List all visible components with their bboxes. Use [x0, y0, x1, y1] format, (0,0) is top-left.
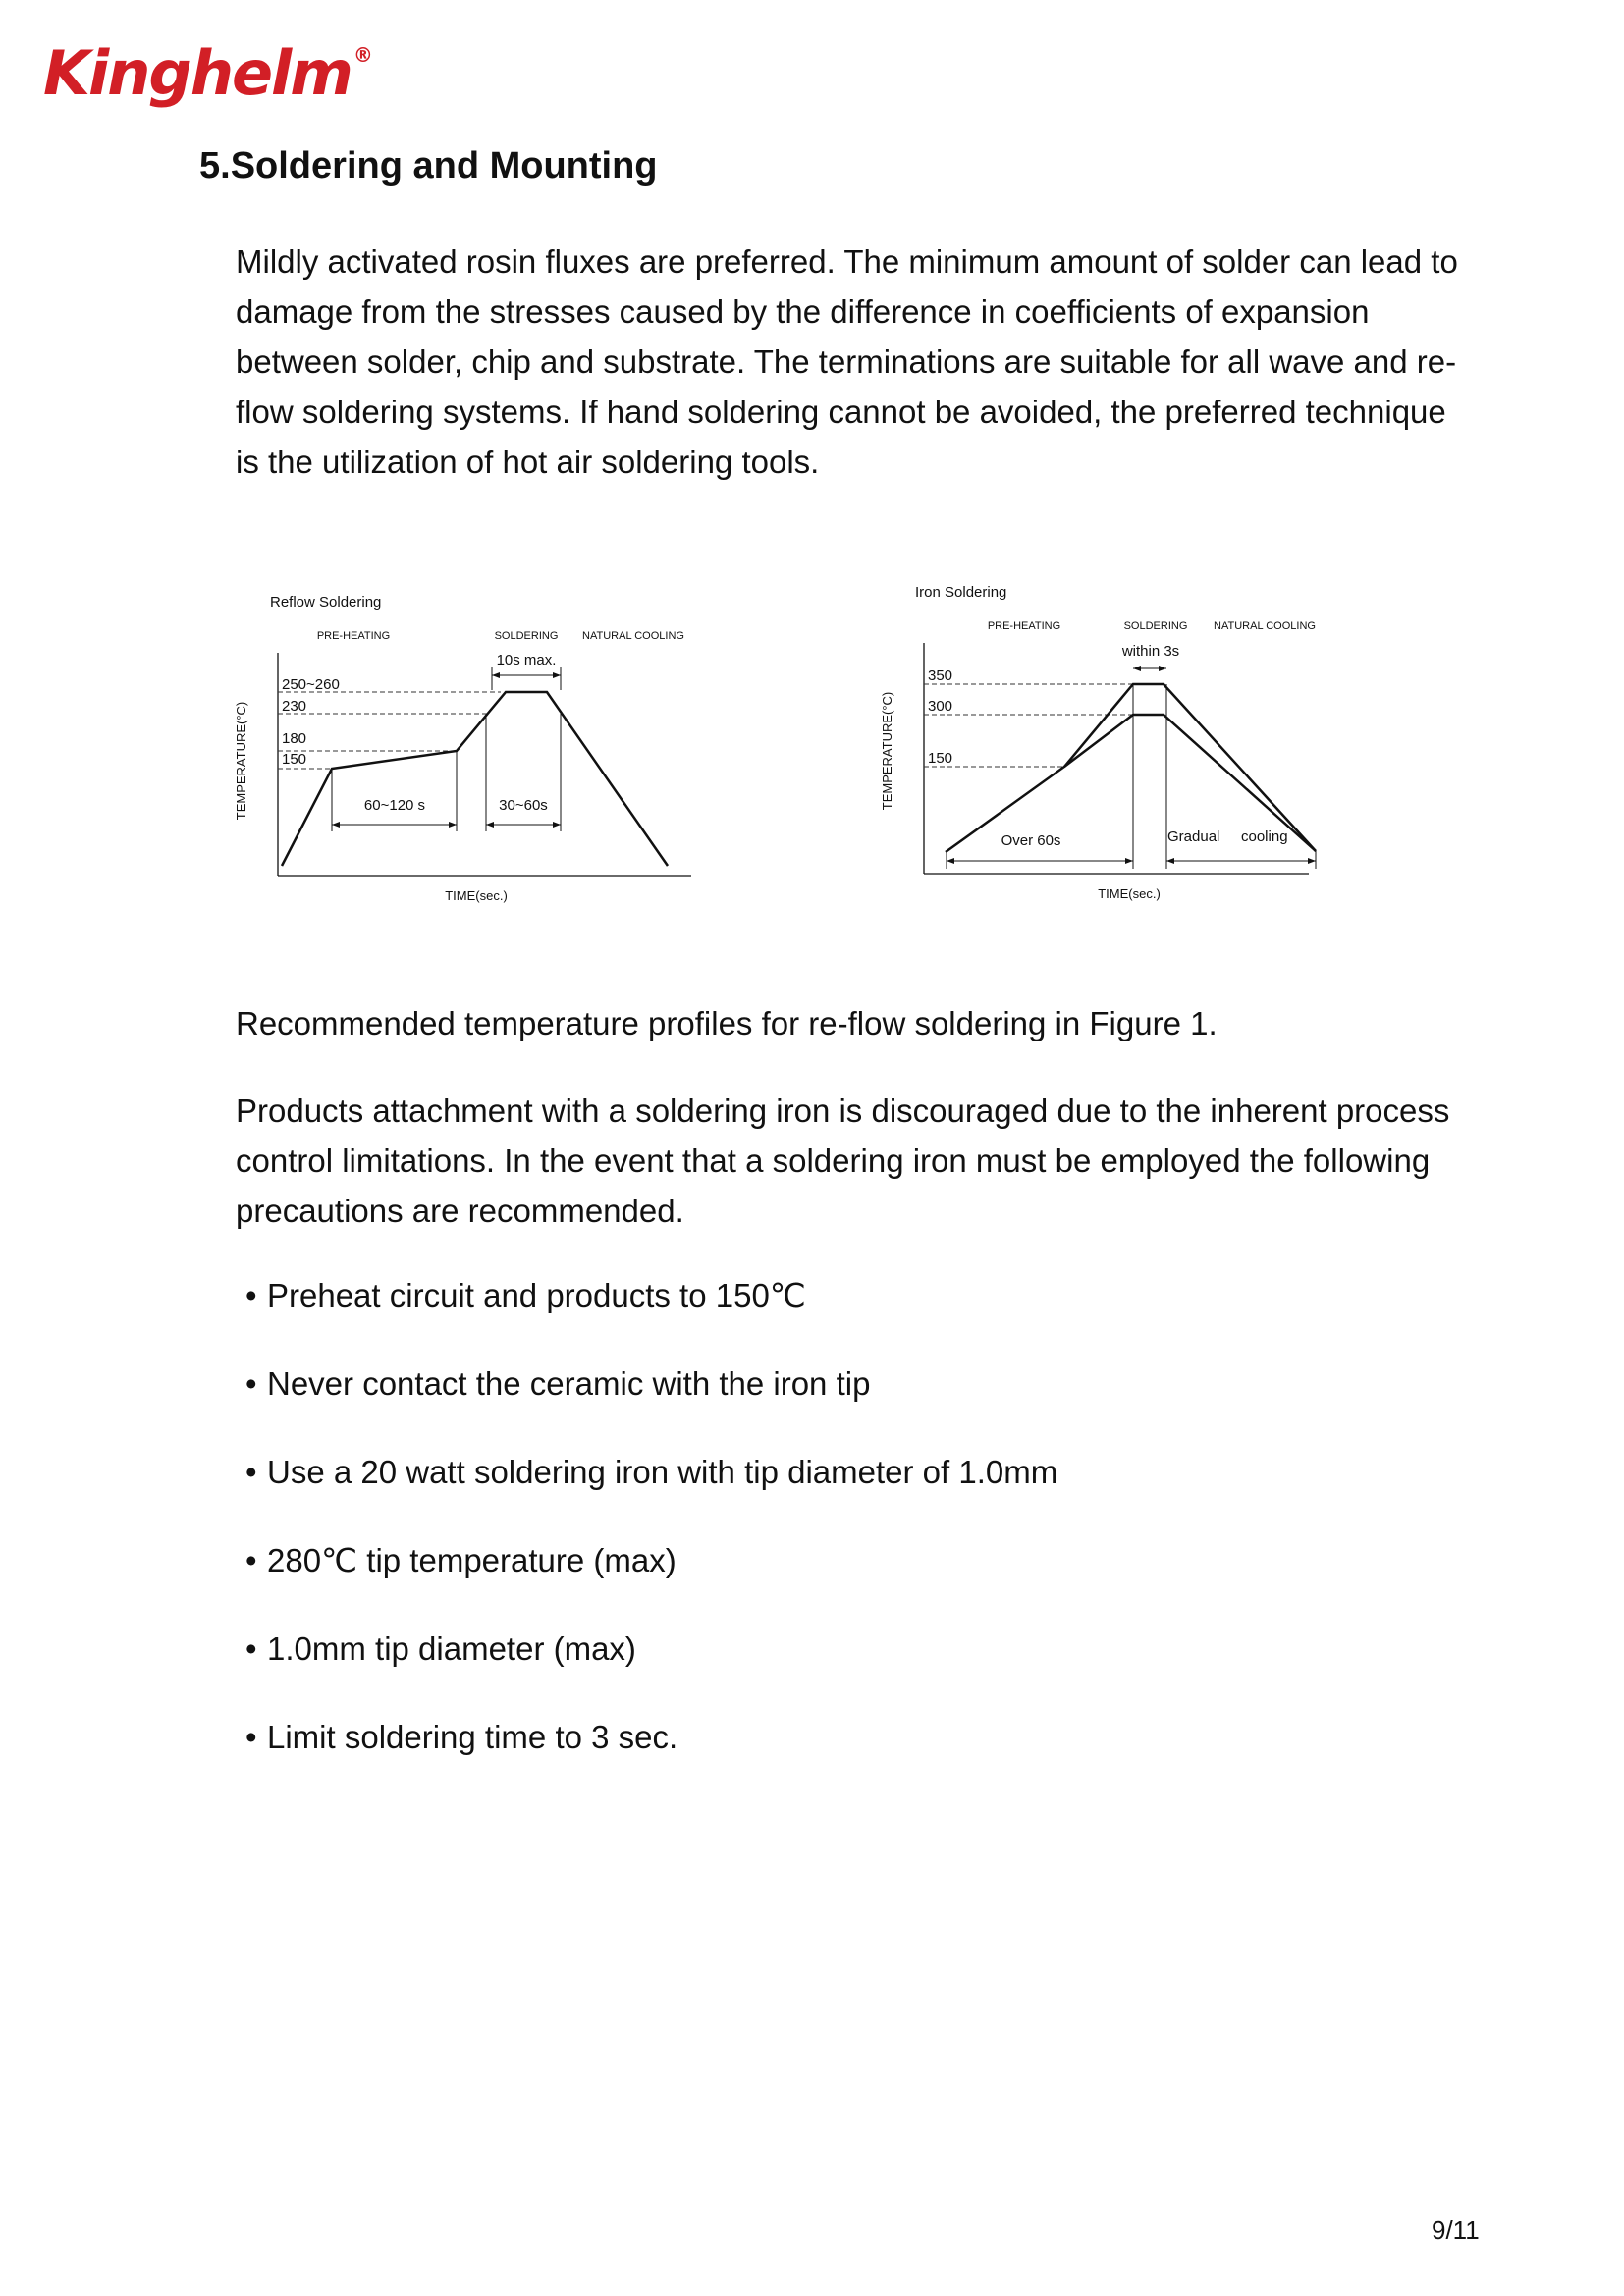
- brand-logo: [43, 37, 369, 109]
- annotation-within-3s: within 3s: [1121, 643, 1180, 660]
- chart-title: Reflow Soldering: [270, 594, 382, 611]
- bullet-dot: •: [245, 1630, 257, 1667]
- x-axis-label: TIME(sec.): [445, 888, 508, 903]
- annotation-over-60s: Over 60s: [1001, 832, 1061, 849]
- y-marker-150: 150: [282, 751, 307, 768]
- page-number: 9/11: [1432, 2216, 1480, 2245]
- list-item: [236, 1448, 1057, 1536]
- bullet-dot: •: [245, 1719, 257, 1755]
- registered-mark: ®: [352, 43, 371, 67]
- phase-label-preheating: PRE-HEATING: [316, 630, 391, 642]
- list-item-text: 1.0mm tip diameter (max): [267, 1630, 636, 1667]
- phase-label-cooling: [582, 630, 684, 642]
- reflow-profile-line: [282, 692, 668, 866]
- chart-title: Iron Soldering: [915, 584, 1007, 601]
- phase-label-cooling-text: NATURAL COOLING: [582, 630, 684, 642]
- list-item: [236, 1360, 1057, 1448]
- list-item-text: 280℃ tip temperature (max): [267, 1542, 677, 1578]
- dim-over-arrow-r: [1125, 858, 1133, 864]
- list-item-text: Use a 20 watt soldering iron with tip diameter of 1.0mm: [267, 1454, 1058, 1490]
- precautions-list: [236, 1271, 1057, 1801]
- dim-solder-arrow-l: [486, 822, 494, 828]
- phase-label-soldering: SOLDERING: [494, 630, 559, 642]
- dim-over-arrow-l: [947, 858, 954, 864]
- list-item: [236, 1713, 1057, 1801]
- list-item-text: Preheat circuit and products to 150℃: [267, 1277, 806, 1313]
- list-item: [236, 1536, 1057, 1625]
- iron-soldering-chart: [872, 574, 1333, 913]
- dim-cool-arrow-l: [1166, 858, 1174, 864]
- y-axis-label: TEMPERATURE(°C): [234, 701, 248, 821]
- dim-cool-arrow-r: [1308, 858, 1316, 864]
- annotation-30-60s: 30~60s: [499, 797, 548, 814]
- y-marker-230: 230: [282, 698, 307, 715]
- iron-profile-350: [946, 684, 1316, 852]
- dim-arrow-right: [1159, 666, 1166, 671]
- bullet-dot: •: [245, 1542, 257, 1578]
- list-item-text: Limit soldering time to 3 sec.: [267, 1719, 678, 1755]
- list-item-text: Never contact the ceramic with the iron tip: [267, 1365, 871, 1402]
- annotation-gradual: Gradual: [1167, 828, 1220, 845]
- dim-arrow-left: [1133, 666, 1141, 671]
- list-item: [236, 1271, 1057, 1360]
- dim-preheat-arrow-r: [449, 822, 457, 828]
- y-marker-350: 350: [928, 667, 953, 684]
- iron-note-paragraph: Products attachment with a soldering iron is discouraged due to the inherent process control limitations. In the event that a soldering iron must be employed the following precautions are recommended.: [236, 1093, 1450, 1229]
- annotation-cooling: cooling: [1241, 828, 1288, 845]
- phase-label-soldering: SOLDERING: [1123, 620, 1188, 632]
- section-title: 5.Soldering and Mounting: [199, 145, 658, 187]
- y-marker-300: 300: [928, 698, 953, 715]
- bullet-dot: •: [245, 1365, 257, 1402]
- y-marker-180: 180: [282, 730, 307, 747]
- bullet-dot: •: [245, 1454, 257, 1490]
- y-axis-label: TEMPERATURE(°C): [880, 691, 894, 811]
- intro-paragraph: Mildly activated rosin fluxes are preferred. The minimum amount of solder can lead to damage from the stresses caused by the difference in coefficients of expansion between solder, chip and substrate. The terminations are suitable for all wave and re-flow soldering systems. If hand soldering cannot be avoided, the preferred technique is the utilization of hot air soldering tools.: [236, 243, 1458, 480]
- bullet-dot: •: [245, 1277, 257, 1313]
- annotation-60-120s: 60~120 s: [363, 797, 426, 814]
- x-axis-label: TIME(sec.): [1098, 886, 1161, 901]
- dim-arrow-right: [553, 672, 561, 678]
- annotation-10s-max: 10s max.: [496, 652, 557, 668]
- dim-solder-arrow-r: [553, 822, 561, 828]
- list-item: [236, 1625, 1057, 1713]
- phase-label-preheating: PRE-HEATING: [987, 620, 1061, 632]
- dim-arrow-left: [492, 672, 500, 678]
- phase-label-cooling: NATURAL COOLING: [1214, 620, 1316, 632]
- logo-text: Kinghelm: [43, 37, 352, 109]
- reflow-soldering-chart: [226, 574, 707, 913]
- y-marker-150: 150: [928, 750, 953, 767]
- y-marker-250-260: 250~260: [282, 676, 340, 693]
- dim-preheat-arrow-l: [332, 822, 340, 828]
- figure-reference-paragraph: Recommended temperature profiles for re-flow soldering in Figure 1.: [236, 1005, 1218, 1041]
